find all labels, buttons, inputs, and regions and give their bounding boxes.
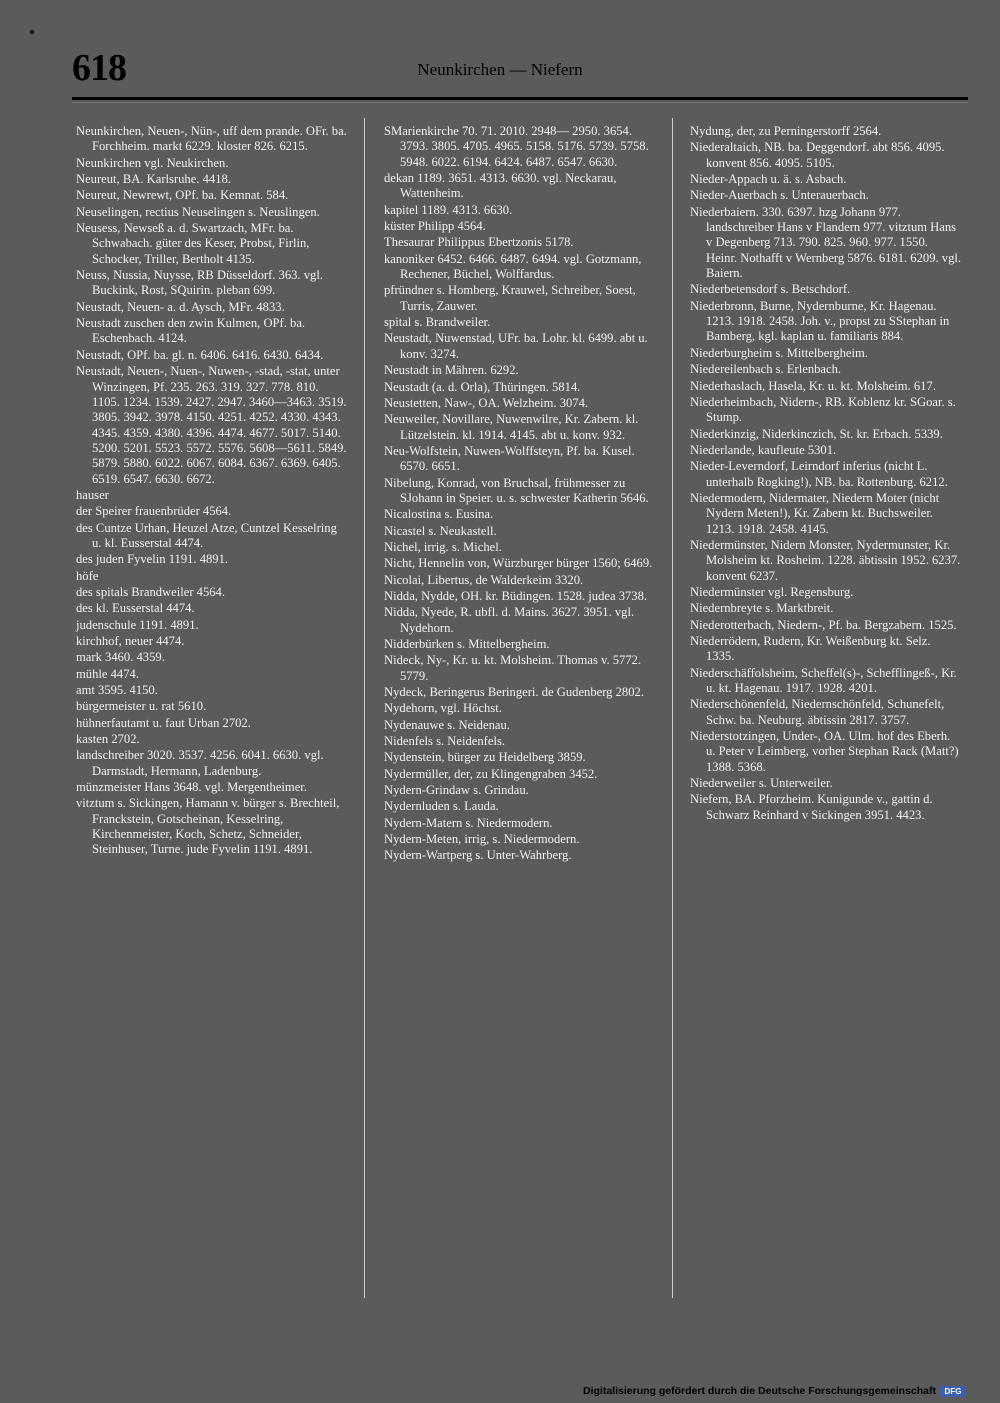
index-entry: Nydern-Wartperg s. Unter-Wahrberg.	[384, 848, 572, 863]
index-entry: höfe	[76, 568, 99, 583]
column-divider-1	[364, 118, 365, 1298]
index-entry: dekan 1189. 3651. 4313. 6630. vgl. Neckarau, Wattenheim.	[384, 171, 617, 201]
index-entry: Niederhaslach, Hasela, Kr. u. kt. Molsheim. 617.	[690, 378, 936, 393]
index-entry: Niedermodern, Nidermater, Niedern Moter (nicht Nydern Meten!), Kr. Zabern kt. Buchsweiler. 1213. 1918. 2458. 4145.	[690, 490, 940, 536]
index-entry: Nydermüller, der, zu Klingengraben 3452.	[384, 766, 598, 781]
index-entry: Neuss, Nussia, Nuysse, RB Düsseldorf. 363. vgl. Buckink, Rost, SQuirin. pleban 699.	[76, 268, 323, 298]
index-entry: landschreiber 3020. 3537. 4256. 6041. 6630. vgl. Darmstadt, Hermann, Ladenburg.	[76, 748, 324, 778]
index-entry: Nicalostina s. Eusina.	[384, 507, 494, 522]
index-entry: Nidderbürken s. Mittelbergheim.	[384, 637, 550, 651]
index-entry: Nieder-Appach u. ä. s. Asbach.	[690, 172, 847, 187]
index-entry: Nydern-Matern s. Niedermodern.	[384, 815, 553, 830]
index-entry: Neunkirchen vgl. Neukirchen.	[76, 155, 229, 170]
index-entry: Neustadt zuschen den zwin Kulmen, OPf. ba. Eschenbach. 4124.	[76, 316, 306, 346]
index-entry: des juden Fyvelin 1191. 4891.	[76, 552, 229, 567]
index-entry: münzmeister Hans 3648. vgl. Mergentheimer.	[76, 780, 307, 795]
index-entry: mark 3460. 4359.	[76, 650, 165, 665]
index-entry: Neustadt, Neuen-, Nuen-, Nuwen-, -stad, -stat, unter Winzingen, Pf. 235. 263. 319. 327. 778. 810. 1105. 1234. 1539. 2427. 2947. 3460—3463. 3519. 3805. 3942. 3978. 4150. 4251. 4252. 4330. 4343. 4345. 4359. 4380. 4396. 4474. 4677. 5017. 5140. 5200. 5201. 5523. 5572. 5576. 5608—5611. 5849. 5879. 5880. 6022. 6067. 6084. 6367. 6369. 6405. 6519. 6547. 6630. 6672.	[76, 364, 347, 486]
index-entry: hühnerfautamt u. faut Urban 2702.	[76, 715, 251, 730]
dfg-logo: DFG	[940, 1386, 966, 1397]
index-entry: des spitals Brandweiler 4564.	[76, 584, 225, 599]
index-entry: Niederschönenfeld, Niedernschönfeld, Schunefelt, Schw. ba. Neuburg. äbtissin 2817. 3757.	[690, 697, 945, 727]
index-entry: Neuweiler, Novillare, Nuwenwilre, Kr. Zabern. kl. Lützelstein. kl. 1914. 4145. abt u. konv. 932.	[384, 412, 639, 442]
column-divider-2	[672, 118, 673, 1298]
running-title: Neunkirchen — Niefern	[417, 60, 583, 79]
index-entry: des Cuntze Urhan, Heuzel Atze, Cuntzel Kesselring u. kl. Eusserstal 4474.	[76, 520, 337, 550]
index-entry: Niefern, BA. Pforzheim. Kunigunde v., gattin d. Schwarz Reinhard v Sickingen 3951. 4423.	[690, 792, 933, 822]
index-entry: Nydenstein, bürger zu Heidelberg 3859.	[384, 750, 586, 765]
index-entry: Nydeck, Beringerus Beringeri. de Gudenberg 2802.	[384, 685, 644, 700]
index-entry: Niederheimbach, Nidern-, RB. Koblenz kr. SGoar. s. Stump.	[690, 394, 956, 425]
index-entry: Neustadt (a. d. Orla), Thüringen. 5814.	[384, 379, 581, 394]
index-entry: bürgermeister u. rat 5610.	[76, 699, 207, 714]
index-entry: kasten 2702.	[76, 732, 140, 747]
index-entry: Nydenauwe s. Neidenau.	[384, 717, 510, 732]
index-entry: Niederbronn, Burne, Nydernburne, Kr. Hagenau. 1213. 1918. 2458. Joh. v., propst zu SStephan in Bamberg, kgl. kaplan u. familiaris 884.	[690, 298, 950, 344]
index-entry: pfründner s. Homberg, Krauwel, Schreiber, Soest, Turris, Zauwer.	[384, 283, 636, 313]
index-entry: spital s. Brandweiler.	[384, 315, 491, 330]
index-entry: kanoniker 6452. 6466. 6487. 6494. vgl. Gotzmann, Rechener, Büchel, Wolffardus.	[384, 251, 642, 282]
index-column-1	[76, 124, 348, 859]
index-entry: Nidda, Nyede, R. ubfl. d. Mains. 3627. 3951. vgl. Nydehorn.	[384, 605, 635, 635]
index-entry: Nideck, Ny-, Kr. u. kt. Molsheim. Thomas v. 5772. 5779.	[384, 653, 642, 683]
index-entry: Neustadt in Mähren. 6292.	[384, 363, 519, 378]
index-entry: mühle 4474.	[76, 666, 139, 681]
index-entry: Niedermünster vgl. Regensburg.	[690, 584, 854, 599]
index-entry: Nydern-Meten, irrig, s. Niedermodern.	[384, 832, 580, 847]
index-entry: Neustadt, OPf. ba. gl. n. 6406. 6416. 6430. 6434.	[76, 347, 324, 362]
index-entry: der Speirer frauenbrüder 4564.	[76, 504, 232, 519]
index-entry: Neustadt, Nuwenstad, UFr. ba. Lohr. kl. 6499. abt u. konv. 3274.	[384, 331, 648, 361]
index-entry: Thesaurar Philippus Ebertzonis 5178.	[384, 235, 574, 250]
index-entry: hauser	[76, 487, 109, 502]
index-entry: Nidenfels s. Neidenfels.	[384, 734, 506, 749]
header-rule	[72, 97, 968, 100]
index-entry: Niederbetensdorf s. Betschdorf.	[690, 282, 851, 297]
index-entry: Nicastel s. Neukastell.	[384, 523, 497, 538]
index-entry: Niederlande, kaufleute 5301.	[690, 442, 837, 457]
index-entry: Niederkinzig, Niderkinczich, St. kr. Erbach. 5339.	[690, 426, 943, 441]
index-entry: Nydehorn, vgl. Höchst.	[384, 701, 502, 716]
index-entry: küster Philipp 4564.	[384, 219, 486, 234]
index-entry: Niedereilenbach s. Erlenbach.	[690, 362, 842, 377]
index-entry: Niederburgheim s. Mittelbergheim.	[690, 345, 868, 360]
index-entry: Nieder-Auerbach s. Unterauerbach.	[690, 188, 869, 203]
index-entry: Nidda, Nydde, OH. kr. Büdingen. 1528. judea 3738.	[384, 588, 648, 603]
index-entry: Niederrödern, Rudern, Kr. Weißenburg kt. Selz. 1335.	[690, 634, 931, 664]
index-entry: vitztum s. Sickingen, Hamann v. bürger s. Brechteil, Franckstein, Gotscheinan, Kesselring, Kirchenmeister, Koch, Schetz, Schneider, Steinhuser, Turne. jude Fyvelin 1191. 4891.	[76, 796, 340, 857]
index-entry: Neu-Wolfstein, Nuwen-Wolffsteyn, Pf. ba. Kusel. 6570. 6651.	[384, 443, 635, 474]
index-entry: Nydernluden s. Lauda.	[384, 799, 499, 814]
index-entry: Niederstotzingen, Under-, OA. Ulm. hof des Eberh. u. Peter v Leimberg, vorher Stephan Rack (Matt?) 1388. 5368.	[690, 729, 959, 774]
index-entry: Nicht, Hennelin von, Würzburger bürger 1560; 6469.	[384, 556, 653, 571]
index-column-3	[690, 124, 962, 824]
index-entry: Neureut, BA. Karlsruhe. 4418.	[76, 172, 231, 187]
footer-text: Digitalisierung gefördert durch die Deutsche Forschungsgemeinschaft	[583, 1385, 936, 1397]
index-entry: Nieder-Leverndorf, Leirndorf inferius (nicht L. unterhalb Rogking!), NB. ba. Rottenburg. 6212.	[690, 459, 948, 489]
index-entry: Niederaltaich, NB. ba. Deggendorf. abt 856. 4095. konvent 856. 4095. 5105.	[690, 140, 945, 170]
index-entry: Neunkirchen, Neuen-, Nün-, uff dem prande. OFr. ba. Forchheim. markt 6229. kloster 826. 6215.	[76, 124, 347, 154]
index-entry: Neustetten, Naw-, OA. Welzheim. 3074.	[384, 395, 589, 410]
page-number: 618	[72, 47, 126, 89]
index-entry: Nicolai, Libertus, de Walderkeim 3320.	[384, 572, 584, 587]
index-entry: Neusess, Newseß a. d. Swartzach, MFr. ba. Schwabach. güter des Keser, Probst, Firlin, Schocker, Triller, Bertholt 4135.	[76, 221, 310, 266]
index-entry: Neureut, Newrewt, OPf. ba. Kemnat. 584.	[76, 188, 289, 203]
index-entry: Neuselingen, rectius Neuselingen s. Neuslingen.	[76, 204, 320, 219]
header-rule-thin	[72, 102, 968, 103]
index-entry: Niedermünster, Nidern Monster, Nydermunster, Kr. Molsheim kt. Rosheim. 1228. äbtissin 1952. 6237. konvent 6237.	[690, 537, 961, 583]
index-entry: Nichel, irrig. s. Michel.	[384, 539, 502, 554]
index-entry: Niederschäffolsheim, Scheffel(s)-, Schefflingeß-, Kr. u. kt. Hagenau. 1917. 1928. 4201.	[690, 665, 957, 696]
index-entry: Nibelung, Konrad, von Bruchsal, frühmesser zu SJohann in Speier. u. s. schwester Katherin 5646.	[384, 475, 649, 505]
index-entry: amt 3595. 4150.	[76, 683, 158, 698]
index-entry: judenschule 1191. 4891.	[76, 617, 199, 632]
index-entry: des kl. Eusserstal 4474.	[76, 601, 195, 616]
index-entry: Niederweiler s. Unterweiler.	[690, 776, 833, 791]
index-entry: Niederbaiern. 330. 6397. hzg Johann 977. landschreiber Hans v Flandern 977. vitztum Hans v Degenberg 713. 790. 825. 960. 977. 1550. Heinr. Nothafft v Wernberg 5876. 6181. 6209. vgl. Baiern.	[690, 204, 962, 281]
index-entry: Niedernbreyte s. Marktbreit.	[690, 601, 834, 616]
index-entry: SMarienkirche 70. 71. 2010. 2948— 2950. 3654. 3793. 3805. 4705. 4965. 5158. 5176. 5739. 5758. 5948. 6022. 6194. 6424. 6487. 6547. 6630.	[384, 124, 649, 169]
scan-speck	[30, 30, 34, 34]
index-entry: Nydern-Grindaw s. Grindau.	[384, 783, 529, 798]
index-entry: Niederotterbach, Niedern-, Pf. ba. Bergzabern. 1525.	[690, 617, 957, 632]
index-entry: kapitel 1189. 4313. 6630.	[384, 202, 513, 217]
index-entry: kirchhof, neuer 4474.	[76, 634, 185, 648]
index-column-2	[384, 124, 656, 865]
footer	[583, 1385, 966, 1397]
index-entry: Neustadt, Neuen- a. d. Aysch, MFr. 4833.	[76, 299, 285, 314]
index-entry: Nydung, der, zu Perningerstorff 2564.	[690, 124, 882, 138]
